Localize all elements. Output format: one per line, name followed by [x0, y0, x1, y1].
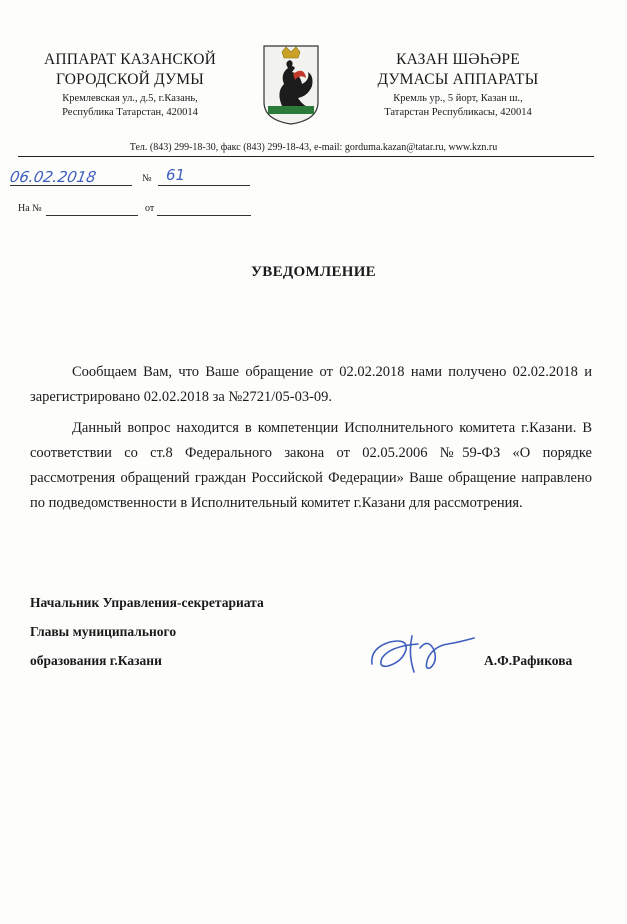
- outgoing-number-label: №: [142, 173, 152, 184]
- org-title-tt-line1: КАЗАН ШӘҺӘРЕ: [396, 51, 520, 68]
- org-address-tt-line1: Кремль ур., 5 йорт, Казан ш.,: [393, 93, 523, 104]
- signatory-position-line2: Главы муниципального: [30, 624, 177, 639]
- contacts-line: Тел. (843) 299-18-30, факс (843) 299-18-43, e-mail: gorduma.kazan@tatar.ru, www.kzn.ru: [129, 142, 498, 153]
- ref-from-underline: [157, 202, 251, 216]
- org-title-tt-line2: ДУМАСЫ АППАРАТЫ: [377, 71, 539, 88]
- handwritten-signature: [368, 628, 478, 678]
- org-address-tt-line2: Татарстан Республикасы, 420014: [384, 107, 532, 118]
- ref-number-underline: [46, 202, 138, 216]
- org-title-ru-line1: АППАРАТ КАЗАНСКОЙ: [44, 51, 216, 68]
- org-address-tt: [358, 92, 558, 120]
- kazan-coat-of-arms-icon: [262, 44, 320, 126]
- signatory-position-line1: Начальник Управления-секретариата: [30, 595, 264, 610]
- org-title-tt: [358, 50, 558, 90]
- body-paragraph-2: Данный вопрос находится в компетенции Исполнительного комитета г.Казани. В соответствии со ст.8 Федерального закона от 02.05.2006 №59-ФЗ «О порядке рассмотрения обращений граждан Российской Федерации» Ваше обращение направлено по подведомственности в Исполнительный комитет г.Казани для рассмотрения.: [30, 420, 592, 511]
- org-title-ru: [30, 50, 230, 90]
- signatory-position-line3: образования г.Казани: [30, 653, 162, 668]
- org-address-ru-line2: Республика Татарстан, 420014: [62, 107, 198, 118]
- date-underline: [10, 172, 132, 186]
- outgoing-number: 61: [166, 166, 186, 184]
- header-divider: [18, 156, 594, 157]
- document-title: УВЕДОМЛЕНИЕ: [251, 264, 376, 280]
- outgoing-date: 06.02.2018: [8, 168, 98, 186]
- org-title-ru-line2: ГОРОДСКОЙ ДУМЫ: [56, 71, 204, 88]
- signatory-position: [30, 588, 264, 675]
- ref-number-label: На №: [18, 203, 42, 214]
- ref-from-label: от: [145, 203, 155, 214]
- number-underline: [158, 172, 250, 186]
- org-address-ru: [30, 92, 230, 120]
- signatory-name: А.Ф.Рафикова: [484, 653, 573, 668]
- org-address-ru-line1: Кремлевская ул., д.5, г.Казань,: [62, 93, 198, 104]
- body-paragraph-1: Сообщаем Вам, что Ваше обращение от 02.02.2018 нами получено 02.02.2018 и зарегистрировано 02.02.2018 за №2721/05-03-09.: [30, 364, 592, 405]
